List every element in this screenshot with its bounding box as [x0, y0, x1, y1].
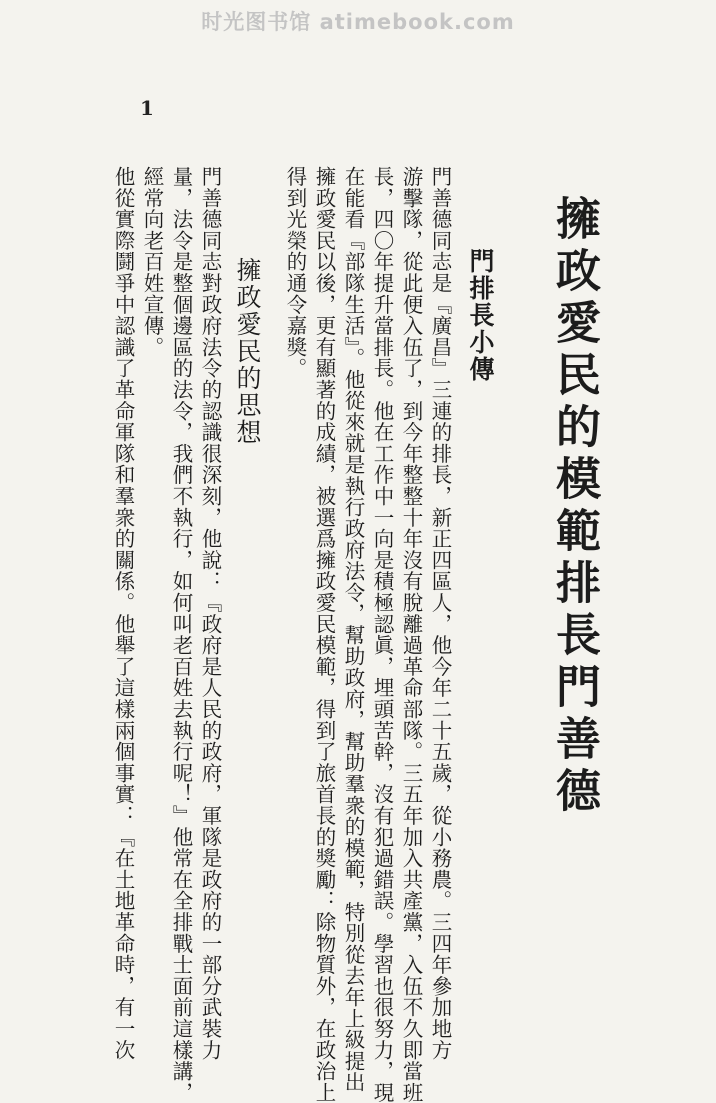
text-line: 門善德同志對政府法令的認識很深刻，他說：『政府是人民的政府，軍隊是政府的一部分武裝力 [198, 166, 222, 1061]
text-line: 得到光榮的通令嘉獎。 [283, 166, 307, 379]
section-heading-biography: 門排長小傳 [466, 248, 495, 383]
text-line: 門善德同志是『廣昌』三連的排長，新正四區人，他今年二十五歲，從小務農。三四年參加地方 [428, 166, 452, 1061]
paragraph-thought [108, 166, 224, 1103]
text-line: 經常向老百姓宣傳。 [140, 166, 164, 358]
watermark: 时光图书馆 atimebook.com [201, 10, 515, 34]
text-line: 他從實際鬪爭中認識了革命軍隊和羣衆的關係。他舉了這樣兩個事實：『在土地革命時，有一次 [111, 166, 135, 1061]
text-line: 擁政愛民以後，更有顯著的成績，被選爲擁政愛民模範，得到了旅首長的獎勵：除物質外，在政治上 [312, 166, 336, 1103]
text-line: 游擊隊，從此便入伍了，到今年整整十年沒有脫離過革命部隊。三五年加入共產黨，入伍不久即當班 [399, 166, 423, 1103]
text-line: 在能看『部隊生活』。他從來就是執行政府法令，幫助政府，幫助羣衆的模範，特別從去年上級提出 [341, 166, 365, 1093]
text-line: 長，四〇年提升當排長。他在工作中一向是積極認眞，埋頭苦幹，沒有犯過錯誤。學習也很努力，現 [370, 166, 394, 1103]
paragraph-biography [280, 166, 454, 1103]
page-title: 擁政愛民的模範排長門善德 [548, 195, 601, 819]
section-heading-thought: 擁政愛民的思想 [233, 257, 262, 446]
text-line: 量，法令是整個邊區的法令，我們不執行，如何叫老百姓去執行呢！』他常在全排戰士面前這樣講， [169, 166, 193, 1103]
page-number: 1 [140, 96, 154, 120]
